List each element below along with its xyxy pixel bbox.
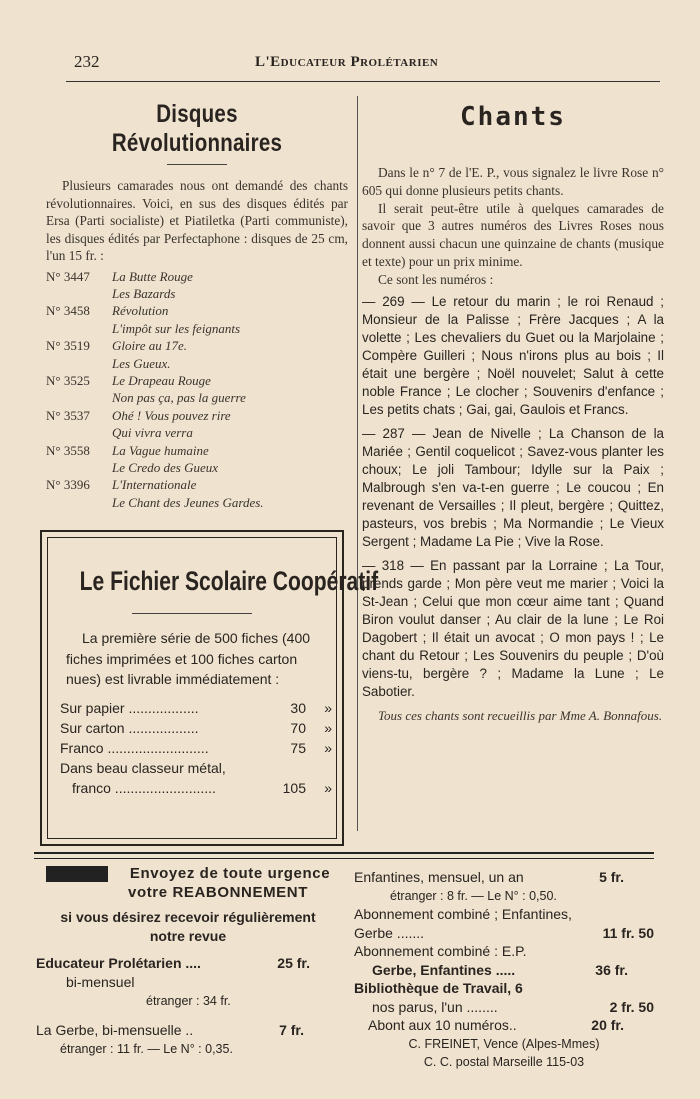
bottom-rule-thin xyxy=(34,858,654,859)
price-value: 105 xyxy=(282,779,306,796)
enfantines-etranger: étranger : 8 fr. — Le N° : 0,50. xyxy=(390,888,557,903)
price-value: 75 xyxy=(290,739,306,756)
disc-row xyxy=(46,355,348,372)
disc-title: L'Internationale xyxy=(112,477,197,493)
price-label: Franco .......................... xyxy=(60,739,209,756)
chants-intro-2: Il serait peut-être utile à quelques camarades de savoir que 3 autres numéros des Livres Roses nous donnent aussi chacun une quinzaine de chants (musique et texte) pour un prix minime. xyxy=(362,200,664,269)
educateur-etranger: étranger : 34 fr. xyxy=(146,994,231,1008)
combine-1-label: Abonnement combiné ; Enfantines, Gerbe ....... xyxy=(354,906,572,941)
disc-number xyxy=(46,285,112,302)
chants-intro xyxy=(362,164,664,289)
disc-title: Gloire au 17e. xyxy=(112,338,187,354)
reabonnement-block xyxy=(36,864,340,1059)
tarifs-block xyxy=(354,868,654,1072)
fichier-title: Le Fichier Scolaire Coopératif xyxy=(79,566,379,596)
educateur-label: Educateur Prolétarien .... xyxy=(36,955,201,971)
educateur-sub: bi-mensuel xyxy=(66,974,135,990)
disc-row xyxy=(46,459,348,476)
price-row-franco xyxy=(48,738,336,758)
price-unit: » xyxy=(324,779,332,796)
disc-number xyxy=(46,320,112,337)
disc-number: N° 3458 xyxy=(46,303,90,319)
livre-rose-287: — 287 — Jean de Nivelle ; La Chanson de la Mariée ; Gentil coquelicot ; Savez-vous planter les choux; Le joli Tambour; Idylle sur la Paix ; Malbrough s'en va-t-en guerre ; Le coucou ; En revenant de Versailles ; Il pleut, bergère ; Quittez, pasteurs, vos brebis ; Ma Normandie ; Le Vieux Sergent ; Madame La Pie ; Vive la Rose. xyxy=(362,425,664,549)
combine-2-row xyxy=(354,961,654,980)
livre-rose-269: — 269 — Le retour du marin ; le roi Renaud ; Monsieur de la Palisse ; Frère Jacques ; A la volette ; Les chevaliers du Guet ou la Marjolaine ; Compère Guilleri ; Nous n'irons plus au bois ; Il était une bergère ; Noël nouvelet; Salut à cette noble France ; Le clocher ; Souvenirs d'enfance ; Les petits chats ; Gai, gai, Gaulois et Francs. xyxy=(362,293,664,417)
disc-title: Le Drapeau Rouge xyxy=(112,372,211,388)
gerbe-label: La Gerbe, bi-mensuelle .. xyxy=(36,1022,194,1038)
disc-row xyxy=(46,337,348,354)
reab-line1 xyxy=(36,864,340,883)
address-2: C. C. postal Marseille 115-03 xyxy=(423,1055,585,1069)
gerbe-price: 7 fr. xyxy=(279,1022,304,1038)
bibliotheque-line1: Bibliothèque de Travail, 6 xyxy=(354,980,523,996)
educateur-price: 25 fr. xyxy=(277,955,310,971)
disc-row xyxy=(46,476,348,493)
black-bar xyxy=(46,866,108,882)
price-unit: » xyxy=(324,719,332,736)
livre-rose-318: — 318 — En passant par la Lorraine ; La Tour, prends garde ; Mon père veut me marier ; Voici la St-Jean ; Celui que mon cœur aime tant ; Quand Biron voulut danser ; Au clair de la lune ; Le Roi Dagobert ; Il était un avocat ; O mon pays ! ; Le chant du Retour ; Les Souvenirs du peuple ; D'où viens-tu, bergère ? ; Madame la Lune ; Le Sabotier. xyxy=(362,557,664,699)
price-label: Dans beau classeur métal, xyxy=(60,759,226,776)
chants-intro-1: Dans le n° 7 de l'E. P., vous signalez le livre Rose n° 605 qui donne plusieurs petits chants. xyxy=(362,165,664,198)
disc-number xyxy=(46,459,112,476)
price-row-papier xyxy=(48,698,336,718)
combine-1-row xyxy=(354,905,654,942)
combine-2-price: 36 fr. xyxy=(595,961,628,978)
price-label: Sur papier .................. xyxy=(60,699,199,716)
disc-title: Les Gueux. xyxy=(112,355,171,371)
price-row-classeur-2 xyxy=(48,778,336,798)
page-header xyxy=(70,48,660,84)
disc-title: Non pas ça, pas la guerre xyxy=(112,390,246,406)
enfantines-label: Enfantines, mensuel, un an xyxy=(354,869,524,885)
title-rule xyxy=(167,164,227,165)
price-row-classeur-1 xyxy=(48,758,336,778)
abon10-price: 20 fr. xyxy=(591,1017,624,1033)
page-number: 232 xyxy=(74,52,100,71)
disc-title: Le Chant des Jeunes Gardes. xyxy=(112,494,264,510)
fichier-rule xyxy=(132,613,252,614)
disc-row xyxy=(46,302,348,319)
disc-row xyxy=(46,389,348,406)
disc-number xyxy=(46,389,112,406)
educateur-row xyxy=(36,954,340,973)
fichier-box xyxy=(40,530,379,846)
reab-line3: si vous désirez recevoir régulièrement xyxy=(60,909,316,925)
column-divider xyxy=(357,96,358,831)
bibliotheque-price: 2 fr. 50 xyxy=(609,998,654,1015)
disc-row xyxy=(46,320,348,337)
chants-lists xyxy=(362,293,664,701)
chants-title: Chants xyxy=(460,102,566,132)
disques-list xyxy=(46,268,348,512)
bibliotheque-label: nos parus, l'un ........ xyxy=(372,998,498,1015)
right-column xyxy=(362,96,664,724)
disc-number xyxy=(46,494,112,511)
bottom-rule-thick xyxy=(34,852,654,854)
bibliotheque-row xyxy=(354,998,654,1017)
price-label: Sur carton .................. xyxy=(60,719,199,736)
price-unit: » xyxy=(324,699,332,716)
enfantines-row xyxy=(354,868,654,887)
disc-number: N° 3447 xyxy=(46,268,90,284)
header-rule xyxy=(66,81,660,82)
disques-intro-text: Plusieurs camarades nous ont demandé des chants révolutionnaires. Voici, en sus des disques édités par Ersa (Parti socialiste) et Piatiletka (Parti communiste), les disques édités par Perfectaphone : disques de 25 cm, l'un 15 fr. : xyxy=(46,178,348,263)
combine-2-line1: Abonnement combiné : E.P. xyxy=(354,943,527,959)
gerbe-etranger: étranger : 11 fr. — Le N° : 0,35. xyxy=(60,1042,233,1056)
abon10-row xyxy=(354,1016,654,1035)
running-title: L'Educateur Prolétarien xyxy=(255,54,439,70)
price-value: 70 xyxy=(290,719,306,736)
disc-number: N° 3525 xyxy=(46,372,90,388)
disc-number: N° 3519 xyxy=(46,338,90,354)
disc-title: La Vague humaine xyxy=(112,442,209,458)
fichier-box-inner-border xyxy=(47,537,379,839)
chants-credit: Tous ces chants sont recueillis par Mme A. Bonnafous. xyxy=(378,707,663,723)
abon10-label: Abont aux 10 numéros.. xyxy=(368,1017,517,1033)
disc-row xyxy=(46,494,348,511)
left-column xyxy=(46,96,348,511)
chants-intro-3: Ce sont les numéros : xyxy=(378,271,494,287)
disc-title: Ohé ! Vous pouvez rire xyxy=(112,407,231,423)
reab-line2: votre REABONNEMENT xyxy=(128,884,308,901)
price-value: 30 xyxy=(290,699,306,716)
combine-1-price: 11 fr. 50 xyxy=(602,924,654,941)
disc-number xyxy=(46,424,112,441)
disc-number: N° 3558 xyxy=(46,442,90,458)
disc-number xyxy=(46,355,112,372)
price-row-carton xyxy=(48,718,336,738)
disc-title: Les Bazards xyxy=(112,285,176,301)
disc-title: La Butte Rouge xyxy=(112,268,193,284)
disques-title: Disques Révolutionnaires xyxy=(111,100,283,157)
disc-row xyxy=(46,442,348,459)
disc-number: N° 3396 xyxy=(46,477,90,493)
disc-row xyxy=(46,372,348,389)
address-1: C. FREINET, Vence (Alpes-Mmes) xyxy=(408,1036,600,1051)
price-label: franco .......................... xyxy=(72,779,216,796)
disc-title: Révolution xyxy=(112,303,169,319)
disc-title: Le Credo des Gueux xyxy=(112,459,219,475)
enfantines-price: 5 fr. xyxy=(599,869,624,885)
reab-line1-text: Envoyez de toute urgence xyxy=(129,865,331,882)
disques-intro xyxy=(46,177,348,265)
reab-line4: notre revue xyxy=(149,928,227,944)
disc-title: Qui vivra verra xyxy=(112,425,193,441)
fichier-text: La première série de 500 fiches (400 fiches imprimées et 100 fiches carton nues) est livrable immédiatement : xyxy=(66,630,311,687)
disc-title: L'impôt sur les feignants xyxy=(112,320,241,336)
disc-row xyxy=(46,407,348,424)
disc-row xyxy=(46,268,348,285)
disc-row xyxy=(46,424,348,441)
combine-2-label: Gerbe, Enfantines ..... xyxy=(372,961,516,978)
disc-number: N° 3537 xyxy=(46,407,90,423)
price-unit: » xyxy=(324,739,332,756)
gerbe-row xyxy=(36,1021,340,1040)
disc-row xyxy=(46,285,348,302)
